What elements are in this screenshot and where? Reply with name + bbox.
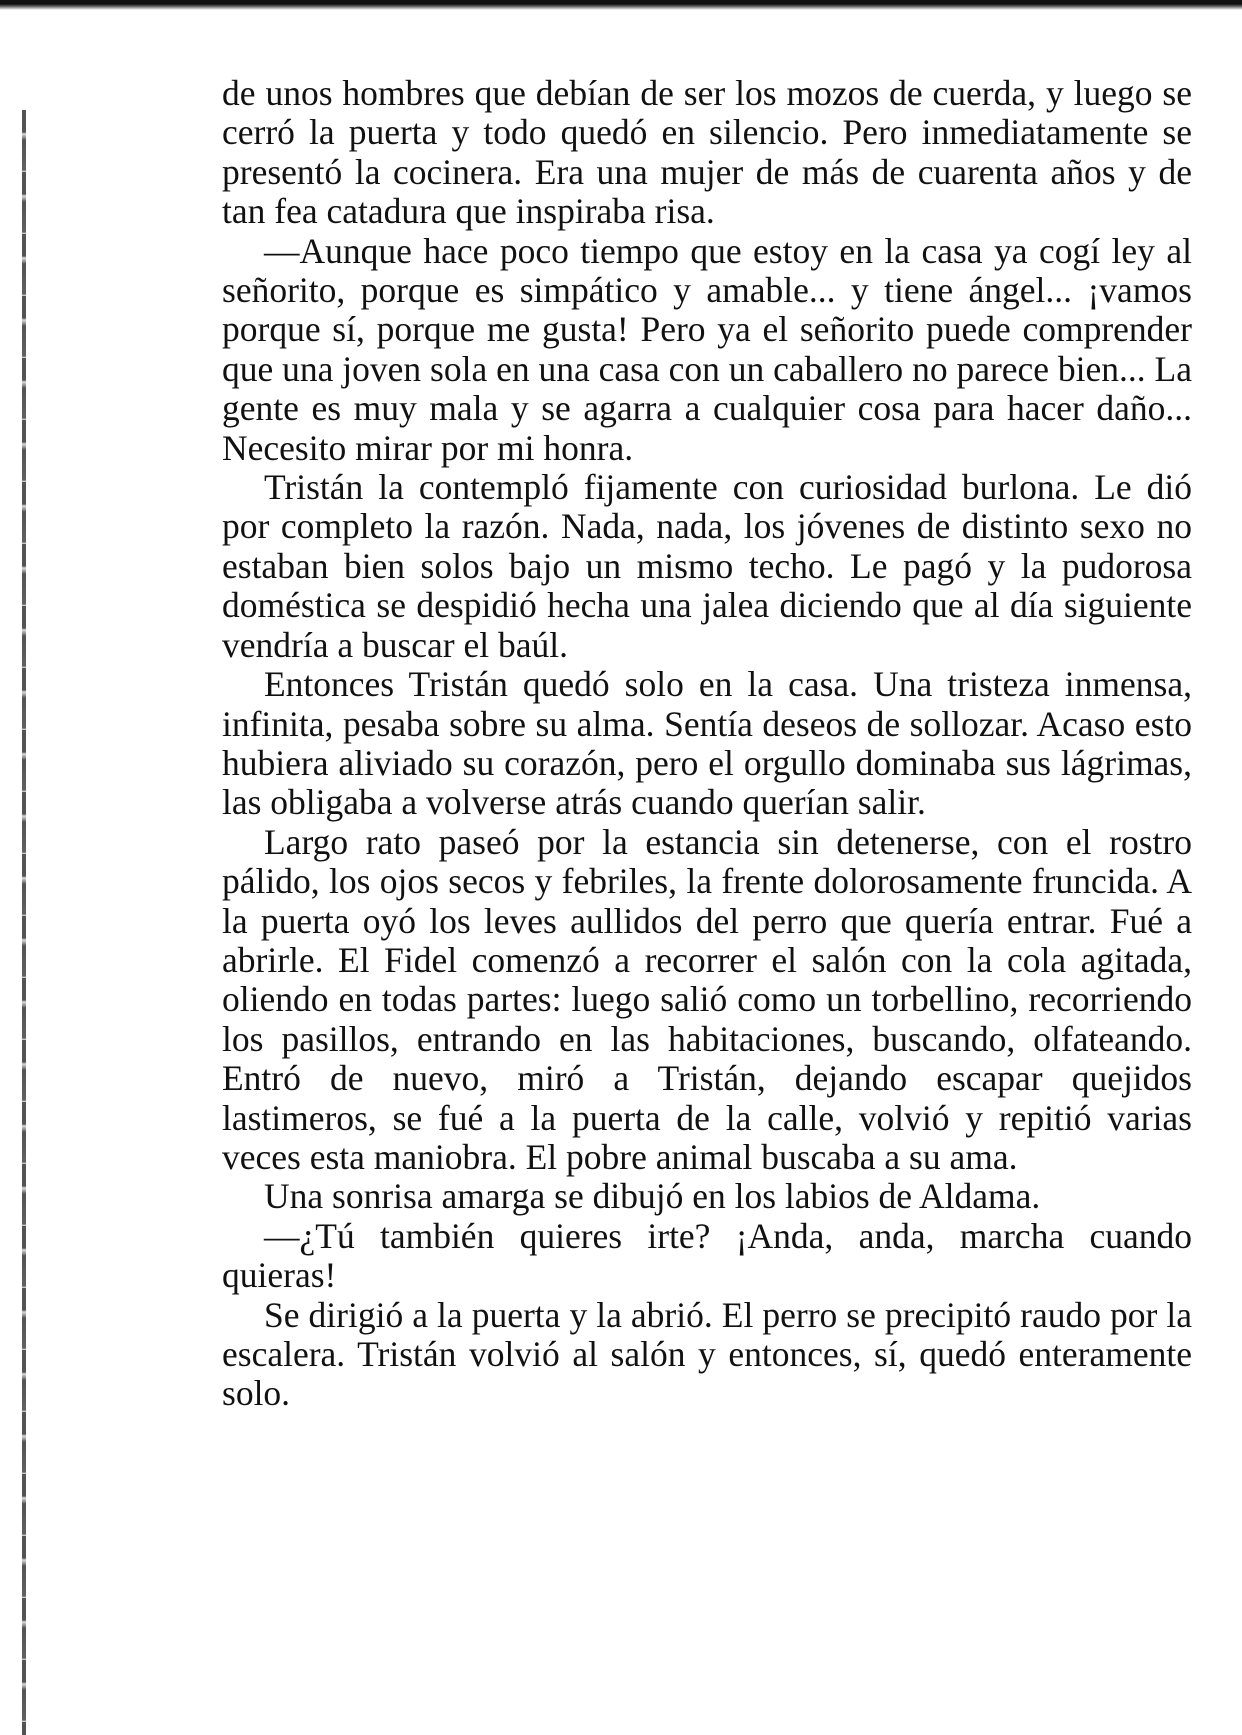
paragraph-2: —Aunque hace poco tiempo que estoy en la casa ya cogí ley al señorito, porque es simpático y amable... y tiene ángel... ¡vamos porque sí, porque me gusta! Pero ya el señorito puede comprender que una joven sola en una casa con un caballero no parece bien... La gente es muy mala y se agarra a cualquier cosa para hacer daño... Necesito mirar por mi honra. xyxy=(222,230,1192,468)
top-border-rule xyxy=(0,0,1242,10)
paragraph-6: Una sonrisa amarga se dibujó en los labios de Aldama. xyxy=(264,1176,1041,1217)
page-gutter-shadow xyxy=(0,0,34,1735)
paragraph-7: —¿Tú también quieres irte? ¡Anda, anda, marcha cuando quieras! xyxy=(222,1215,1192,1296)
paragraph-3: Tristán la contempló fijamente con curiosidad burlona. Le dió por completo la razón. Nada, nada, los jóvenes de distinto sexo no estaban bien solos bajo un mismo techo. Le pagó y la pudorosa doméstica se despidió hecha una jalea diciendo que al día siguiente vendría a buscar el baúl. xyxy=(222,467,1192,665)
paragraph-4: Entonces Tristán quedó solo en la casa. Una tristeza inmensa, infinita, pesaba sobre su alma. Sentía deseos de sollozar. Acaso esto hubiera aliviado su corazón, pero el orgullo dominaba sus lágrimas, las obligaba a volverse atrás cuando querían salir. xyxy=(222,664,1192,823)
paragraph-5: Largo rato paseó por la estancia sin detenerse, con el rostro pálido, los ojos secos y febriles, la frente dolorosamente fruncida. A la puerta oyó los leves aullidos del perro que quería entrar. Fué a abrirle. El Fidel comenzó a recorrer el salón con la cola agitada, oliendo en todas partes: luego salió como un torbellino, recorriendo los pasillos, entrando en las habitaciones, buscando, olfateando. Entró de nuevo, miró a Tristán, dejando escapar quejidos lastimeros, se fué a la puerta de la calle, volvió y repitió varias veces esta maniobra. El pobre animal buscaba a su ama. xyxy=(222,821,1192,1177)
page-body-text xyxy=(222,74,1192,1704)
paragraph-8: Se dirigió a la puerta y la abrió. El perro se precipitó raudo por la escalera. Tristán volvió al salón y entonces, sí, quedó enteramente solo. xyxy=(222,1294,1192,1414)
binding-edge xyxy=(22,110,26,1735)
paragraph-1: de unos hombres que debían de ser los mozos de cuerda, y luego se cerró la puerta y todo quedó en silencio. Pero inmediatamente se presentó la cocinera. Era una mujer de más de cuarenta años y de tan fea catadura que inspiraba risa. xyxy=(222,73,1192,232)
